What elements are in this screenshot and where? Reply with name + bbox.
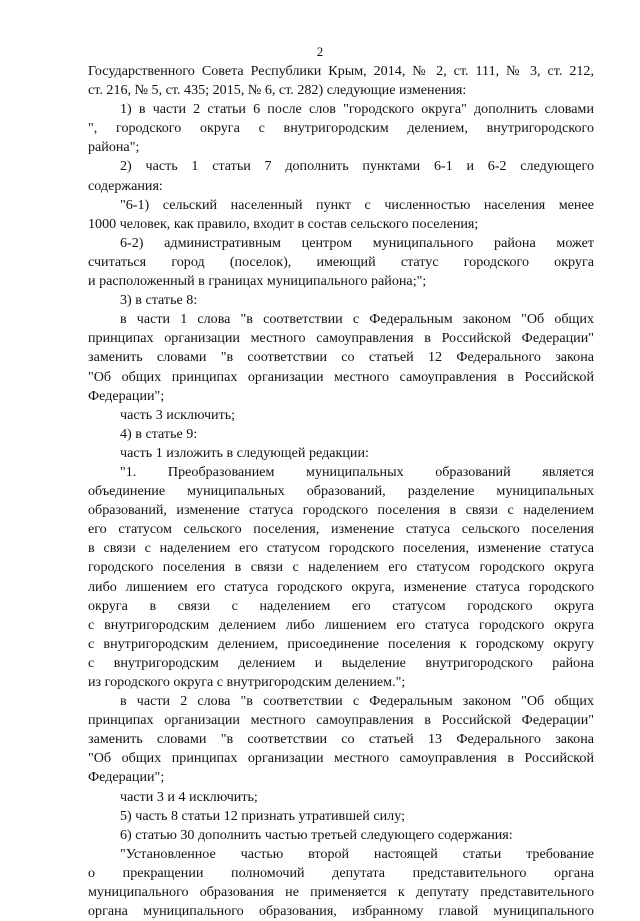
text-line: о прекращении полномочий депутата представительного органа <box>88 864 594 881</box>
text-line: "Об общих принципах организации местного самоуправления в Российской <box>88 368 594 385</box>
text-line: в связи с наделением его статусом городского поселения, изменение статуса <box>88 540 594 557</box>
text-line: заменить словами "в соответствии со статьей 12 Федерального закона <box>88 349 594 366</box>
text-line: Федерации"; <box>88 387 165 404</box>
text-line: "Об общих принципах организации местного самоуправления в Российской <box>88 750 594 767</box>
text-line: образований, изменение статуса городского поселения в связи с наделением <box>88 502 594 519</box>
text-line: 4) в статье 9: <box>120 425 198 442</box>
text-line: 6) статью 30 дополнить частью третьей следующего содержания: <box>120 826 513 843</box>
text-line: "1. Преобразованием муниципальных образований является <box>120 463 594 480</box>
text-line: часть 1 изложить в следующей редакции: <box>120 444 369 461</box>
text-line: с внутригородским делением и выделение внутригородского района <box>88 654 594 671</box>
text-line: ст. 216, № 5, ст. 435; 2015, № 6, ст. 282) следующие изменения: <box>88 82 467 99</box>
text-line: с внутригородским делением либо лишением его статуса городского округа <box>88 616 594 633</box>
text-line: Федерации"; <box>88 769 165 786</box>
text-line: 6-2) административным центром муниципального района может <box>120 234 594 251</box>
text-line: "Установленное частью второй настоящей статьи требование <box>120 845 594 862</box>
text-line: часть 3 исключить; <box>120 406 236 423</box>
text-line: либо лишением его статуса городского округа, изменение статуса городского <box>88 578 594 595</box>
text-line: части 3 и 4 исключить; <box>120 788 258 805</box>
text-line: с внутригородским делением, присоединение поселения к городскому округу <box>88 635 594 652</box>
text-line: и расположенный в границах муниципального района;"; <box>88 273 427 290</box>
text-line: муниципального образования не применяется к депутату представительного <box>88 884 594 901</box>
text-line: из городского округа с внутригородским делением."; <box>88 674 406 690</box>
text-line: объединение муниципальных образований, разделение муниципальных <box>88 483 594 500</box>
text-line: его статусом сельского поселения, изменение статуса сельского поселения <box>88 521 594 538</box>
text-line: городского поселения в связи с наделением его статусом городского округа <box>88 559 594 576</box>
text-line: 2) часть 1 статьи 7 дополнить пунктами 6-1 и 6-2 следующего <box>120 158 594 175</box>
text-line: округа в связи с наделением его статусом городского округа <box>88 597 594 614</box>
text-line: Государственного Совета Республики Крым, 2014, № 2, ст. 111, № 3, ст. 212, <box>88 63 594 79</box>
text-line: органа муниципального образования, избранному главой муниципального <box>88 903 594 920</box>
text-line: "6-1) сельский населенный пункт с численностью населения менее <box>120 196 594 213</box>
text-line: 1) в части 2 статьи 6 после слов "городского округа" дополнить словами <box>120 101 594 118</box>
text-line: района"; <box>88 139 140 156</box>
text-line: заменить словами "в соответствии со статьей 13 Федерального закона <box>88 731 594 748</box>
text-line: принципах организации местного самоуправления в Российской Федерации" <box>88 712 594 729</box>
text-line: считаться город (поселок), имеющий статус городского округа <box>88 253 594 270</box>
text-line: 5) часть 8 статьи 12 признать утратившей силу; <box>120 807 405 824</box>
text-line: содержания: <box>88 177 163 194</box>
text-line: в части 1 слова "в соответствии с Федеральным законом "Об общих <box>120 311 594 328</box>
text-line: ", городского округа с внутригородским делением, внутригородского <box>88 120 594 137</box>
text-line: в части 2 слова "в соответствии с Федеральным законом "Об общих <box>120 693 594 710</box>
page-number: 2 <box>316 44 324 59</box>
text-line: 1000 человек, как правило, входит в состав сельского поселения; <box>88 215 479 232</box>
text-line: принципах организации местного самоуправления в Российской Федерации" <box>88 330 594 347</box>
text-line: 3) в статье 8: <box>120 292 198 309</box>
document-body <box>88 62 594 921</box>
